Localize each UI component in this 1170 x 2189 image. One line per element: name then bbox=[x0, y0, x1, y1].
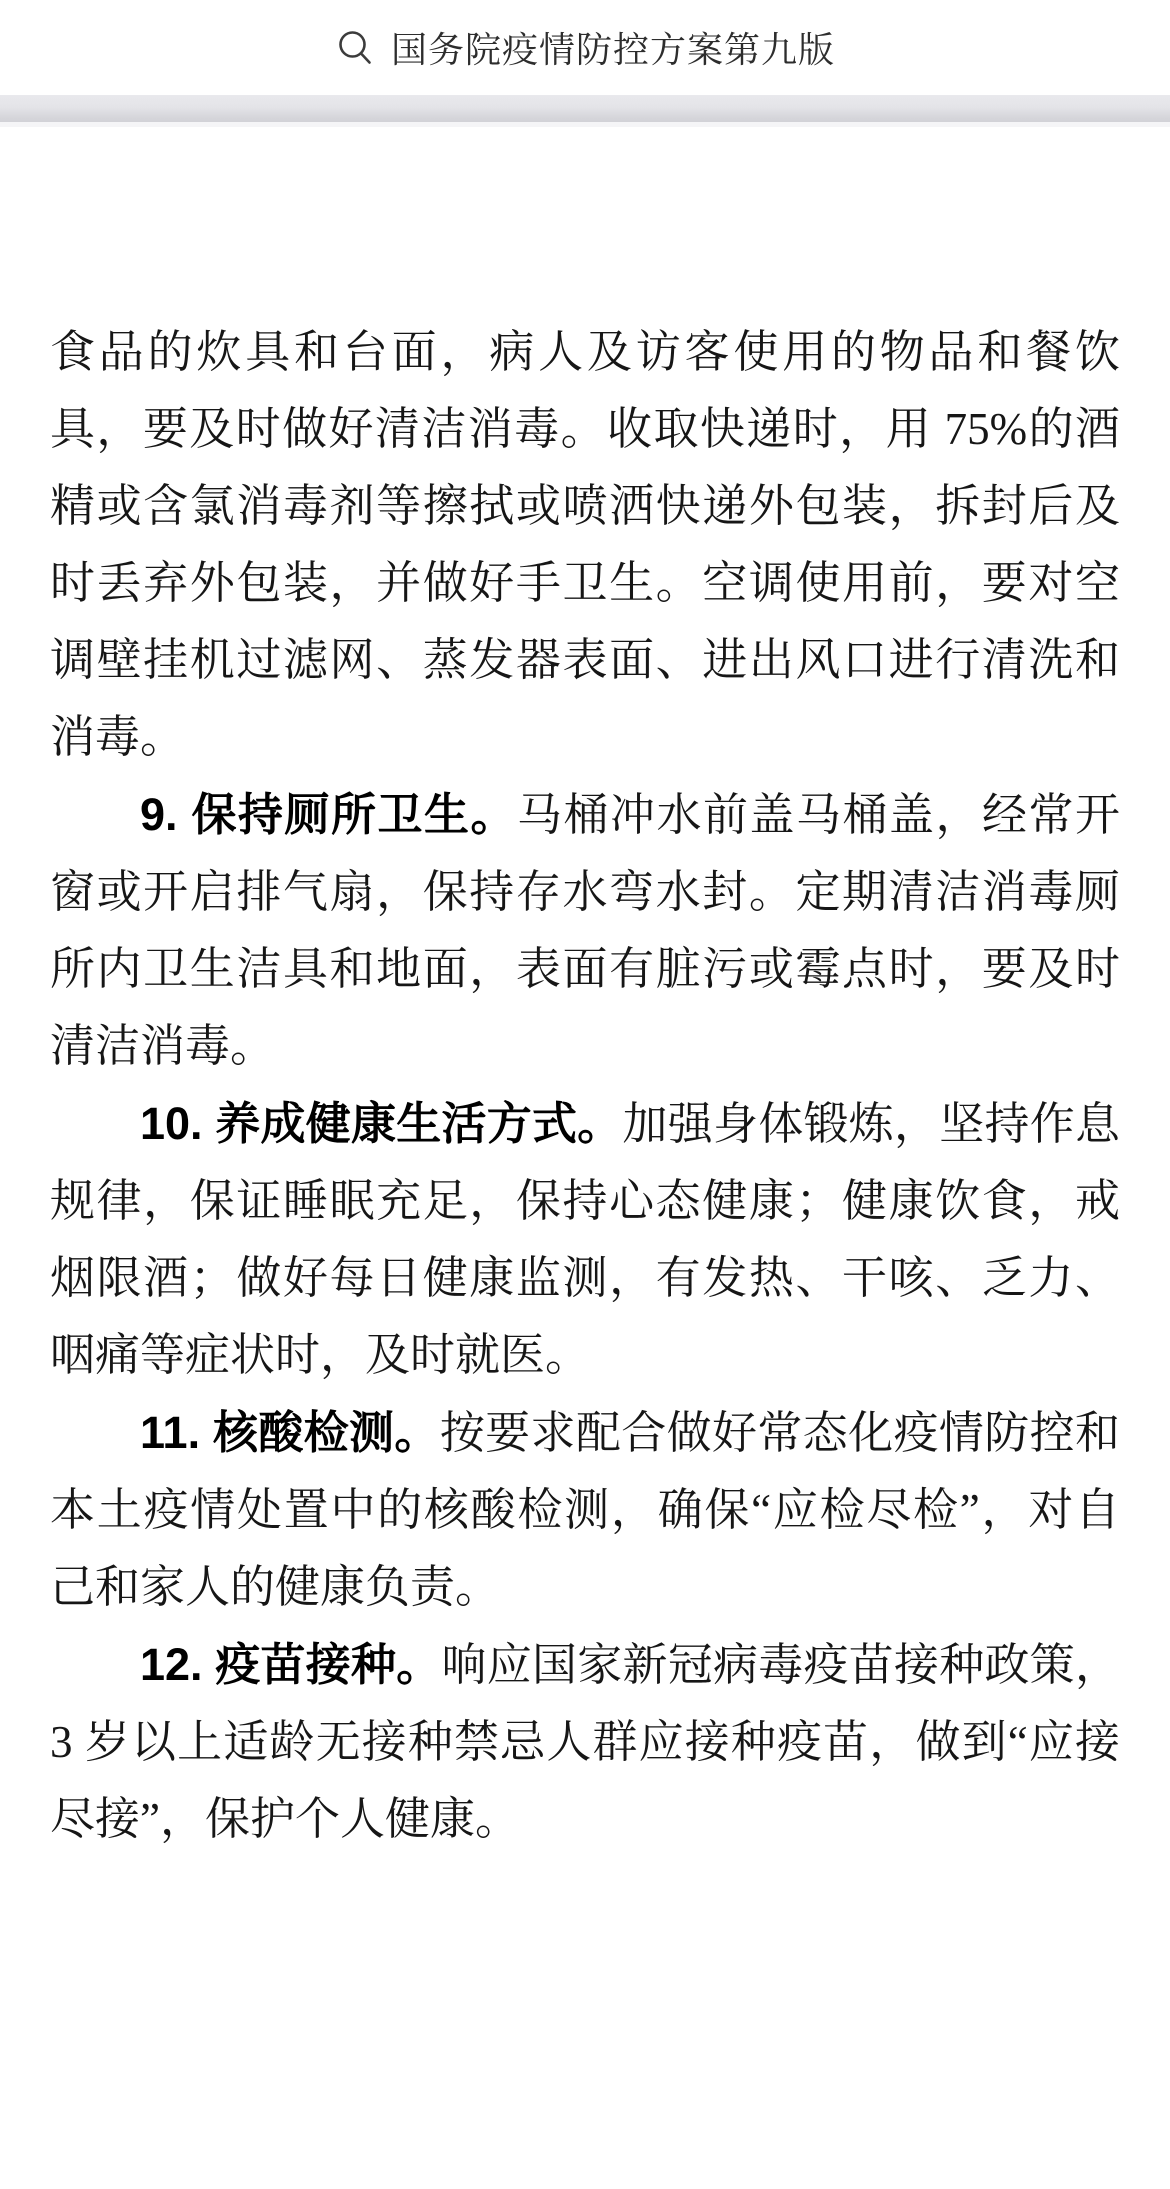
paragraph bbox=[50, 1394, 1120, 1626]
paragraph-heading: 12. 疫苗接种。 bbox=[140, 1639, 442, 1690]
paragraph-text: 加强身体锻炼，坚持作息规律，保证睡眠充足，保持心态健康；健康饮食，戒烟限酒；做好每日健康监测，有发热、干咳、乏力、咽痛等症状时，及时就医。 bbox=[50, 1099, 1120, 1380]
paragraph-text: 食品的炊具和台面，病人及访客使用的物品和餐饮具，要及时做好清洁消毒。收取快递时，用 75%的酒精或含氯消毒剂等擦拭或喷洒快递外包装，拆封后及时丢弃外包装，并做好手卫生。空调使用前，要对空调壁挂机过滤网、蒸发器表面、进出风口进行清洗和消毒。 bbox=[50, 327, 1120, 762]
paragraph-heading: 11. 核酸检测。 bbox=[140, 1407, 440, 1458]
search-icon bbox=[335, 28, 375, 68]
search-query-text: 国务院疫情防控方案第九版 bbox=[390, 29, 835, 70]
header-divider bbox=[0, 95, 1170, 127]
paragraph bbox=[50, 314, 1120, 776]
paragraph-text: 马桶冲水前盖马桶盖，经常开窗或开启排气扇，保持存水弯水封。定期清洁消毒厕所内卫生洁具和地面，表面有脏污或霉点时，要及时清洁消毒。 bbox=[50, 790, 1120, 1071]
paragraph-text: 响应国家新冠病毒疫苗接种政策，3 岁以上适龄无接种禁忌人群应接种疫苗，做到“应接尽接”，保护个人健康。 bbox=[50, 1640, 1120, 1844]
paragraph-heading: 10. 养成健康生活方式。 bbox=[140, 1098, 623, 1149]
search-bar[interactable] bbox=[0, 0, 1170, 95]
paragraph bbox=[50, 1626, 1120, 1858]
paragraph bbox=[50, 776, 1120, 1085]
paragraph-text: 按要求配合做好常态化疫情防控和本土疫情处置中的核酸检测，确保“应检尽检”，对自己和家人的健康负责。 bbox=[50, 1408, 1120, 1612]
paragraph-heading: 9. 保持厕所卫生。 bbox=[140, 789, 518, 840]
document-page bbox=[0, 314, 1170, 1858]
paragraph bbox=[50, 1085, 1120, 1394]
